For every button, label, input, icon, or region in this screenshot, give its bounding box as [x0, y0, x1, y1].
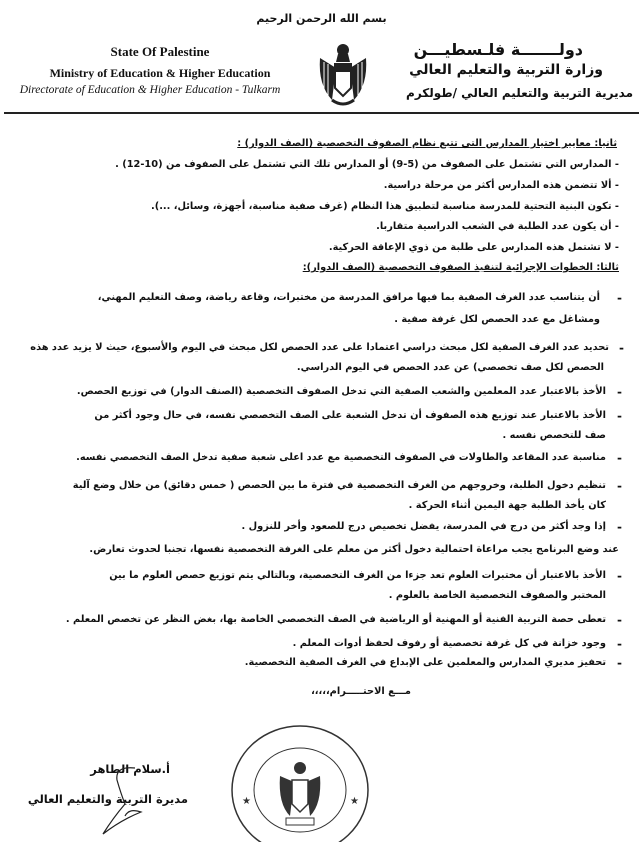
- step-item-continued: المختبر والصفوف التخصصية الخاصة بالعلوم .: [388, 590, 606, 601]
- svg-text:★: ★: [350, 796, 359, 807]
- step-item: الأخذ بالاعتبار أن مختبرات العلوم تعد جزءا من الغرف التخصصية، وبالتالي يتم توزيع حصص العلوم ما بين: [109, 570, 606, 581]
- official-seal-icon: [228, 718, 372, 842]
- step-item: تحديد عدد الغرف الصفية لكل مبحث دراسي اعتمادا على عدد الحصص لكل مبحث في اليوم والأسبوع، حيث لا يزيد عدد هذه: [30, 342, 609, 353]
- step-item: الأخذ بالاعتبار عند توزيع هذه الصفوف أن تدخل الشعبة على الصف التخصصي نفسه، في حال وجود أكثر من: [94, 410, 606, 421]
- step-item: وجود خزانة في كل غرفة تخصصية أو رفوف لحفظ أدوات المعلم .: [292, 638, 606, 649]
- bullet-dash: -: [617, 569, 622, 583]
- signatory-title: مديرة التربية والتعليم العالي: [27, 792, 188, 806]
- closing-salutation: مـــع الاحتـــــرام،،،،،: [311, 686, 411, 697]
- criteria-item: - تكون البنية التحتية للمدرسة مناسبة لتطبيق هذا النظام (غرف صفية مناسبة، أجهزة، وسائل، ...).: [151, 201, 619, 212]
- step-item-continued: كان يأخذ الطلبة جهة اليمين أثناء الحركة .: [408, 500, 606, 511]
- basmala: بسم الله الرحمن الرحيم: [256, 12, 387, 25]
- step-item-continued: صف للتخصص نفسه .: [502, 430, 606, 441]
- handwritten-signature: [95, 760, 175, 840]
- criteria-item: - أن يكون عدد الطلبة في الشعب الدراسية متقاربا.: [376, 221, 619, 232]
- bullet-dash: -: [617, 409, 622, 423]
- step-item: تحفيز مديري المدارس والمعلمين على الإبداع في الغرف الصفية التخصصية.: [244, 657, 606, 668]
- en-directorate-name: Directorate of Education & Higher Education - Tulkarm: [19, 84, 281, 96]
- step-item: مناسبة عدد المقاعد والطاولات في الصفوف التخصصية مع عدد اعلى شعبة صفية تدخل الصف التخصصي نفسه.: [76, 452, 606, 463]
- bullet-dash: -: [617, 451, 622, 465]
- step-item: الأخذ بالاعتبار عدد المعلمين والشعب الصفية التي تدخل الصفوف التخصصية (الصنف الدوار) في توزيع الحصص.: [76, 386, 606, 397]
- ar-state-name: دولـــــــة فلـسطيـــن: [413, 40, 583, 59]
- ar-directorate-name: مديرية التربية والتعليم العالي /طولكرم: [406, 86, 633, 100]
- bullet-dash: -: [617, 613, 622, 627]
- section-heading-criteria: ثانيا: معايير اختيار المدارس التي تتبع نظام الصفوف التخصصية (الصف الدوار) :: [237, 138, 617, 149]
- step-item: أن يتناسب عدد الغرف الصفية بما فيها مرافق المدرسة من مختبرات، وقاعة رياضة، وصف التعليم المهني،: [97, 292, 600, 303]
- ar-ministry-name: وزارة التربية والتعليم العالي: [409, 62, 603, 78]
- bullet-dash: -: [617, 637, 622, 651]
- bullet-dash: -: [617, 479, 622, 493]
- en-state-name: State Of Palestine: [110, 44, 210, 59]
- en-ministry-name: Ministry of Education & Higher Education: [49, 66, 271, 80]
- svg-text:★: ★: [242, 796, 251, 807]
- step-item: إذا وجد أكثر من درج في المدرسة، يفضل تخصيص درج للصعود وأخر للنزول .: [241, 521, 606, 532]
- criteria-item: - ألا تتضمن هذه المدارس أكثر من مرحلة دراسية.: [383, 180, 619, 191]
- bullet-dash: -: [617, 656, 622, 670]
- header-divider: [4, 112, 639, 114]
- bullet-dash: -: [617, 385, 622, 399]
- step-item-continued: الحصص لكل صف تخصصي) عن عدد الحصص في اليوم الدراسي.: [296, 362, 604, 373]
- bullet-dash: -: [617, 291, 622, 305]
- section-heading-steps: ثالثا: الخطوات الإجرائية لتنفيذ الصفوف التخصصية (الصف الدوار):: [302, 262, 619, 273]
- step-item-continued: ومشاغل مع عدد الحصص لكل غرفة صفية .: [394, 314, 600, 325]
- signatory-name: أ.سلام الطاهر: [90, 762, 170, 776]
- bullet-dash: -: [619, 341, 624, 355]
- criteria-item: - المدارس التي تشتمل على الصفوف من (5-9) أو المدارس تلك التي تشتمل على الصفوف من (10-12) .: [115, 159, 619, 170]
- palestine-eagle-emblem-icon: [316, 40, 370, 112]
- bullet-dash: -: [617, 520, 622, 534]
- step-item: تنظيم دخول الطلبة، وخروجهم من الغرف التخصصية في فترة ما بين الحصص ( خمس دقائق) من خلال وضع آلية: [72, 480, 606, 491]
- step-item: تعطى حصة التربية الفنية أو المهنية أو الرياضية في الصف التخصصي الخاصة بها، بغض النظر عن تخصص المعلم .: [65, 614, 606, 625]
- step-paragraph: عند وضع البرنامج يجب مراعاة احتمالية دخول أكثر من معلم على الغرفة التخصصية نفسها، تجنبا لحدوث تعارض.: [89, 544, 619, 555]
- criteria-item: - لا تشتمل هذه المدارس على طلبة من ذوي الإعاقة الحركية.: [328, 242, 619, 253]
